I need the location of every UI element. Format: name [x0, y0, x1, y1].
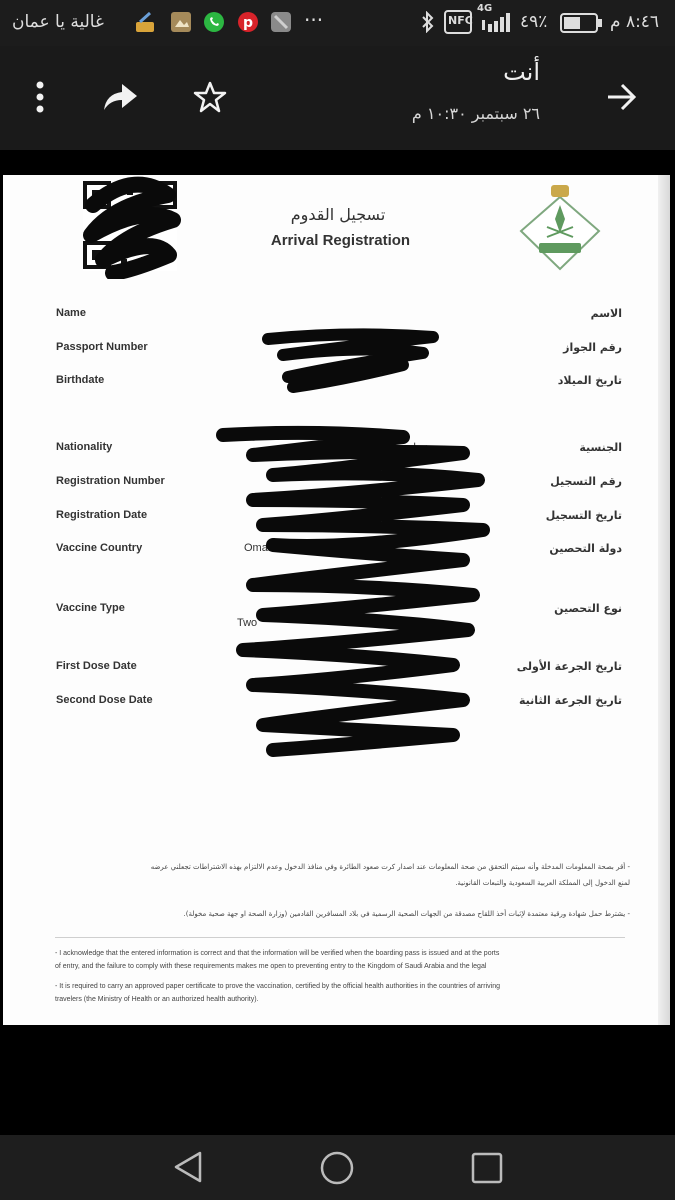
field-label-en-name: Name [56, 307, 86, 319]
field-label-en-vaccine-country: Vaccine Country [56, 542, 143, 554]
note-en-line-4: travelers (the Ministry of Health or an authorized health authority). [55, 996, 259, 1003]
more-notifications-indicator: ··· [304, 8, 324, 32]
nfc-label: NFC [448, 14, 473, 27]
field-label-ar-birthdate: تاريخ الميلاد [557, 374, 622, 387]
bluetooth-icon [420, 11, 436, 37]
note-en-line-1: - I acknowledge that the entered information is correct and that the information will be verified when the boarding pass is issued and at the ports [55, 950, 500, 957]
field-label-ar-second-dose: تاريخ الجرعة الثانية [519, 694, 622, 707]
field-label-en-registration-date: Registration Date [56, 509, 148, 521]
signal-icon [482, 12, 516, 38]
redaction-scribble-details [213, 425, 503, 769]
passports-emblem-icon [515, 177, 605, 277]
recents-icon[interactable] [470, 1151, 504, 1189]
field-label-ar-passport: رقم الجواز [563, 341, 622, 354]
whatsapp-icon [203, 11, 225, 37]
redaction-scribble-qr [73, 175, 193, 283]
broom-icon [134, 12, 156, 38]
share-icon[interactable] [100, 80, 140, 118]
back-icon[interactable] [170, 1149, 206, 1189]
field-label-ar-vaccine-country: دولة التحصين [549, 542, 622, 555]
field-label-ar-registration-number: رقم التسجيل [550, 475, 622, 488]
page-edge-shadow [658, 175, 670, 1025]
note-ar-line-3: - يشترط حمل شهادة ورقية معتمدة لإثبات أخذ اللقاح مصدقة من الجهات الصحية الرسمية في بلاد المسافرين القادمين (وزارة الصحة او جهة صحية مخولة). [183, 910, 630, 918]
status-bar [0, 0, 675, 46]
svg-text:p: p [242, 15, 254, 31]
field-label-ar-name: الاسم [590, 307, 622, 320]
network-type: 4G [477, 3, 493, 14]
arrow-forward-icon[interactable] [605, 82, 639, 116]
vaccine-type-value-partial: Two [237, 617, 258, 629]
star-icon[interactable] [192, 80, 228, 118]
nationality-value-ar: عمان [405, 442, 430, 454]
app-bar [0, 46, 675, 150]
document-title-english: Arrival Registration [270, 232, 411, 249]
gallery-icon [170, 11, 192, 37]
battery-icon [560, 12, 604, 38]
note-ar-line-2: لمنع الدخول إلى المملكة العربية السعودية والتبعات القانونية. [455, 879, 630, 887]
message-date: ٢٦ سبتمبر ١٠:٣٠ م [411, 104, 540, 123]
field-label-en-birthdate: Birthdate [56, 374, 105, 386]
more-vert-icon[interactable] [30, 80, 50, 120]
field-label-ar-nationality: الجنسية [579, 441, 622, 454]
redaction-scribble-passport [253, 325, 453, 399]
note-en-line-2: of entry, and the failure to comply with these requirements makes me open to preventing entry to the Kingdom of Saudi Arabia and the legal [55, 963, 487, 970]
field-label-en-vaccine-type: Vaccine Type [56, 602, 125, 614]
field-label-ar-first-dose: تاريخ الجرعة الأولى [516, 660, 622, 673]
clock: ٨:٤٦ م [610, 12, 660, 32]
note-en-line-3: - It is required to carry an approved paper certificate to prove the vaccination, certified by the official health authorities in the countries of arriving [55, 983, 500, 990]
field-label-ar-vaccine-type: نوع التحصين [554, 602, 622, 615]
field-label-en-passport: Passport Number [56, 341, 148, 353]
image-viewer[interactable] [0, 150, 675, 1135]
notification-app-icon [270, 11, 292, 37]
home-icon[interactable] [318, 1149, 356, 1191]
field-label-en-first-dose: First Dose Date [56, 660, 137, 672]
document-title-arabic: تسجيل القدوم [290, 205, 386, 224]
arrival-registration-document [3, 175, 670, 1025]
field-label-en-second-dose: Second Dose Date [56, 694, 153, 706]
battery-percent: ٤٩٪ [520, 12, 548, 32]
notification-text: غالية يا عمان [12, 12, 104, 32]
note-ar-line-1: - أقر بصحة المعلومات المدخلة وأنه سيتم التحقق من صحة المعلومات عند اصدار كرت صعود الطائرة وفي منافذ الدخول وعدم الالتزام بهذه الاشتراطات تجعلني عرضه [150, 863, 630, 871]
field-label-en-registration-number: Registration Number [56, 475, 165, 487]
field-label-en-nationality: Nationality [56, 441, 113, 453]
notes-divider [55, 937, 625, 938]
field-label-ar-registration-date: تاريخ التسجيل [545, 509, 622, 522]
vaccine-country-value-en: Oman [244, 542, 274, 554]
system-nav-bar [0, 1135, 675, 1200]
pinterest-icon [237, 11, 259, 37]
conversation-title: أنت [503, 58, 540, 86]
